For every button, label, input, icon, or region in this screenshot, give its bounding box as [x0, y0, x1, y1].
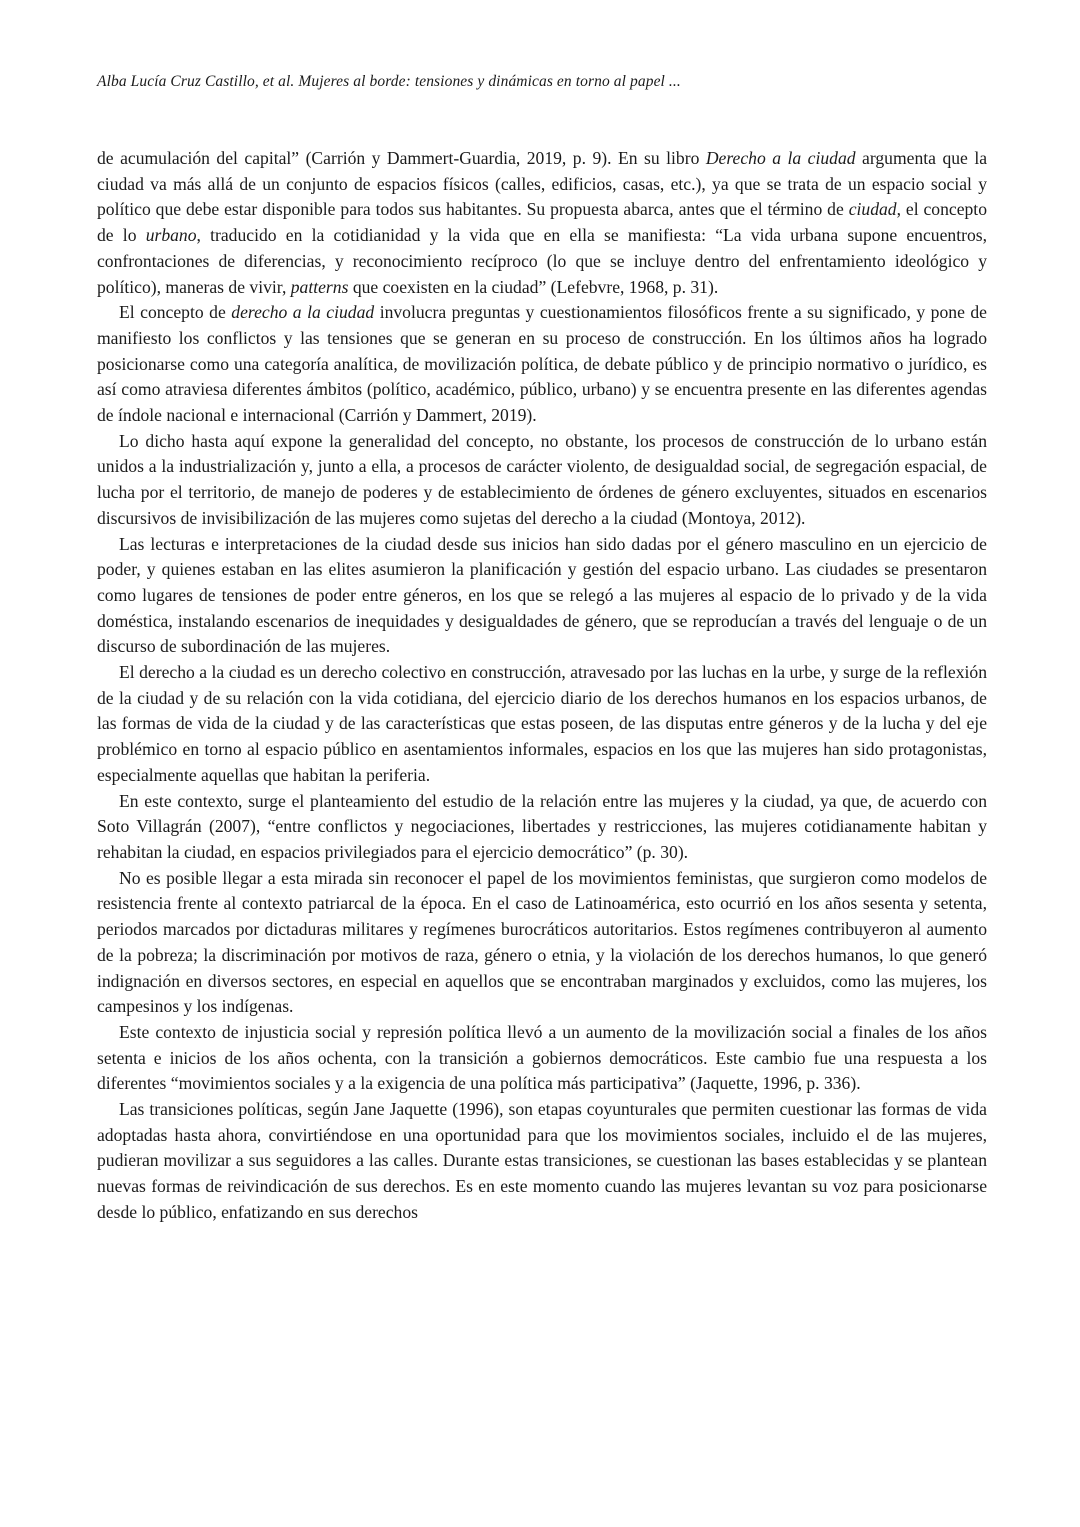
- running-header: Alba Lucía Cruz Castillo, et al. Mujeres al borde: tensiones y dinámicas en torno al papel ...: [97, 73, 681, 90]
- text-run: Lo dicho hasta aquí expone la generalidad del concepto, no obstante, los procesos de construcción de lo urbano están unidos a la industrialización y, junto a ella, a procesos de carácter violento, de desigualdad social, de segregación espacial, de lucha por el territorio, de manejo de poderes y de establecimiento de órdenes de género excluyentes, situados en escenarios discursivos de invisibilización de las mujeres como sujetas del derecho a la ciudad (Montoya, 2012).: [97, 430, 987, 528]
- text-run: que coexisten en la ciudad” (Lefebvre, 1968, p. 31).: [348, 276, 719, 297]
- paragraph: [97, 866, 987, 1020]
- text-run: En este contexto, surge el planteamiento del estudio de la relación entre las mujeres y la ciudad, ya que, de acuerdo con Soto Villagrán (2007), “entre conflictos y negociaciones, libertades y restricciones, las mujeres cotidianamente habitan y rehabitan la ciudad, en espacios privilegiados para el ejercicio democrático” (p. 30).: [97, 790, 987, 862]
- italic-run: derecho a la ciudad: [231, 302, 375, 323]
- text-run: , traducido en la cotidianidad y la vida que en ella se manifiesta: “La vida urbana supone encuentros, confrontaciones de diferencias, y reconocimiento recíproco (lo que se incluye dentro del enfrentamiento ideológico y político), maneras de vivir,: [97, 225, 987, 297]
- paragraph: [97, 660, 987, 789]
- text-run: Las transiciones políticas, según Jane Jaquette (1996), son etapas coyunturales que permiten cuestionar las formas de vida adoptadas hasta ahora, convirtiéndose en una oportunidad para que los movimientos sociales, incluido el de las mujeres, pudieran movilizar a sus seguidores a las calles. Durante estas transiciones, se cuestionan las bases establecidas y se plantean nuevas formas de reivindicación de sus derechos. Es en este momento cuando las mujeres levantan su voz para posicionarse desde lo público, enfatizando en sus derechos: [97, 1099, 987, 1222]
- text-run: Este contexto de injusticia social y represión política llevó a un aumento de la movilización social a finales de los años setenta e inicios de los años ochenta, con la transición a gobiernos democráticos. Este cambio fue una respuesta a los diferentes “movimientos sociales y a la exigencia de una política más participativa” (Jaquette, 1996, p. 336).: [97, 1021, 987, 1094]
- paragraph: [97, 532, 987, 661]
- body-paragraphs: [97, 146, 987, 1226]
- paragraph: [97, 1097, 987, 1226]
- text-run: No es posible llegar a esta mirada sin reconocer el papel de los movimientos feministas, que surgieron como modelos de resistencia frente al contexto patriarcal de la época. En el caso de Latinoamérica, esto ocurrió en los años sesenta y setenta, periodos marcados por dictaduras militares y regímenes burocráticos autoritarios. Estos regímenes contribuyeron al aumento de la pobreza; la discriminación por motivos de raza, género o etnia, y la violación de los derechos humanos, lo que generó indignación en diversos sectores, en especial en aquellos que se encontraban marginados y excluidos, como las mujeres, los campesinos y los indígenas.: [97, 867, 987, 1017]
- text-run: El concepto de: [119, 302, 232, 323]
- paragraph: [97, 146, 987, 300]
- italic-run: urbano: [145, 225, 197, 246]
- text-run: de acumulación del capital” (Carrión y Dammert-Guardia, 2019, p. 9). En su libro: [97, 148, 706, 168]
- text-run: argumenta que la ciudad va más allá de un conjunto de espacios físicos (calles, edificios, casas, etc.), ya que se trata de un espacio social y político que debe estar disponible para todos sus habitantes. Su propuesta abarca, antes que el término de: [97, 148, 988, 220]
- italic-run: Derecho a la ciudad: [705, 148, 856, 168]
- text-run: Las lecturas e interpretaciones de la ciudad desde sus inicios han sido dadas por el género masculino en un ejercicio de poder, y quienes estaban en las elites asumieron la planificación y gestión del espacio urbano. Las ciudades se presentaron como lugares de tensiones de poder entre géneros, en los que se relegó a las mujeres al espacio de lo privado y de la vida doméstica, instalando escenarios de inequidades y desigualdades de género, que se reproducían a través del lenguaje o de un discurso de subordinación de las mujeres.: [97, 533, 987, 657]
- paragraph: [97, 429, 987, 532]
- italic-run: patterns: [290, 276, 349, 297]
- paragraph: [97, 1020, 987, 1097]
- text-run: , el concepto de lo: [97, 199, 987, 246]
- paragraph: [97, 300, 987, 429]
- italic-run: ciudad: [848, 199, 897, 220]
- text-run: involucra preguntas y cuestionamientos filosóficos frente a su significado, y pone de manifiesto los conflictos y las tensiones que se generan en su proceso de construcción. En los últimos años ha logrado posicionarse como una categoría analítica, de movilización política, de debate público y de principio normativo o jurídico, es así como atraviesa diferentes ámbitos (político, académico, público, urbano) y se encuentra presente en las diferentes agendas de índole nacional e internacional (Carrión y Dammert, 2019).: [97, 302, 987, 426]
- text-run: El derecho a la ciudad es un derecho colectivo en construcción, atravesado por las luchas en la urbe, y surge de la reflexión de la ciudad y de su relación con la vida cotidiana, del ejercicio diario de los derechos humanos en los espacios urbanos, de las formas de vida de la ciudad y de las características que estas poseen, de las disputas entre géneros y de la lucha y del eje problémico en torno al espacio público en asentamientos informales, espacios en los que las mujeres han sido protagonistas, especialmente aquellas que habitan la periferia.: [97, 662, 987, 785]
- paragraph: [97, 789, 987, 866]
